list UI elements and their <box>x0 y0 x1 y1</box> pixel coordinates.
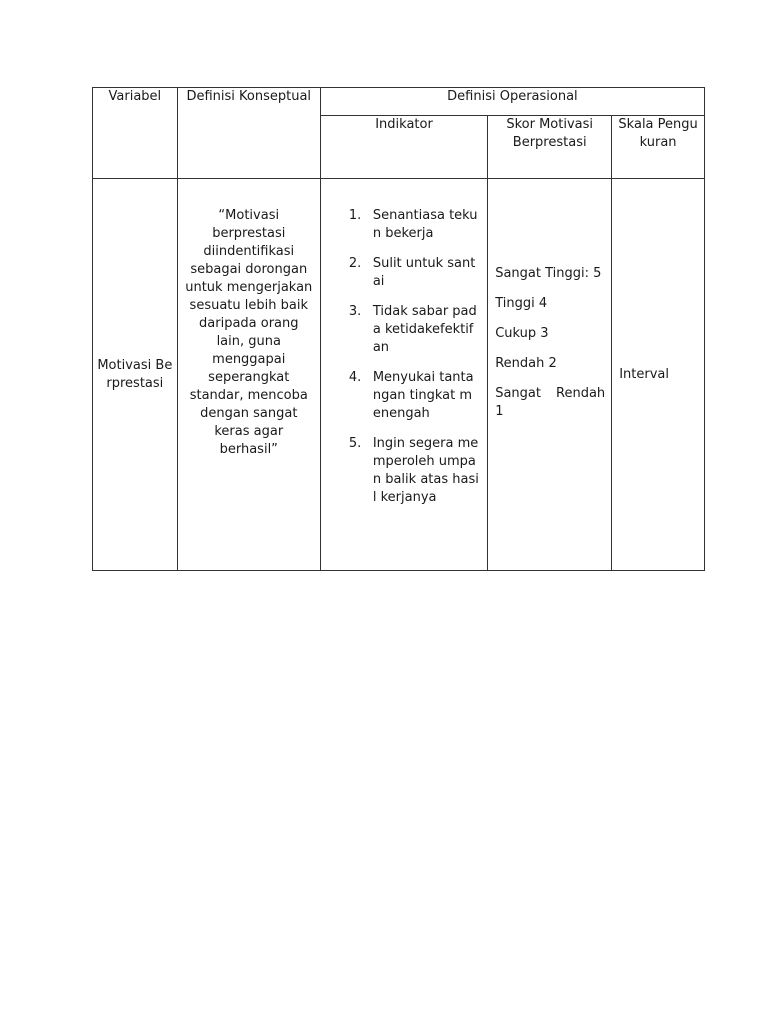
list-item <box>348 303 479 357</box>
list-item-text: Senantiasa tekun bekerja <box>372 208 478 241</box>
variabel-text: Motivasi Berprestasi <box>97 357 173 391</box>
header-skala-text: Skala Pengukuran <box>618 117 698 150</box>
list-item <box>348 255 479 291</box>
list-item-text: Menyukai tantangan tingkat menengah <box>372 370 474 421</box>
header-indikator-text: Indikator <box>375 117 433 132</box>
skor-item: Cukup 3 <box>495 326 549 341</box>
list-item <box>348 435 479 507</box>
skor-item: Tinggi 4 <box>495 296 548 311</box>
list-item-text: Tidak sabar pada ketidakefektifan <box>372 304 477 355</box>
header-definisi-konseptual-text: Definisi Konseptual <box>186 89 312 104</box>
list-number: 4. <box>348 370 362 385</box>
header-definisi-konseptual <box>177 88 320 179</box>
list-item-text: Sulit untuk santai <box>372 256 476 289</box>
operational-definition-table <box>92 87 705 571</box>
skala-text: Interval <box>619 366 669 382</box>
list-item <box>348 369 479 423</box>
cell-indikator <box>320 179 487 571</box>
cell-skala <box>612 179 705 571</box>
skor-item: Rendah 2 <box>495 356 557 371</box>
skor-item: Sangat Rendah 1 <box>495 386 606 419</box>
list-number: 1. <box>348 208 362 223</box>
header-skor-text: Skor Motivasi Berprestasi <box>506 117 594 150</box>
header-variabel-text: Variabel <box>108 89 162 104</box>
list-number: 3. <box>348 304 362 319</box>
header-definisi-operasional-text: Definisi Operasional <box>447 89 578 104</box>
header-indikator <box>320 116 487 179</box>
header-definisi-operasional <box>320 88 704 116</box>
list-number: 2. <box>348 256 362 271</box>
cell-skor <box>488 179 612 571</box>
header-skor <box>488 116 612 179</box>
list-number: 5. <box>348 436 362 451</box>
header-skala <box>612 116 705 179</box>
header-variabel <box>93 88 178 179</box>
definisi-konseptual-text: “Motivasi berprestasi diindentifikasi sebagai dorongan untuk mengerjakan sesuatu lebih baik daripada orang lain, guna menggapai seperangkat standar, mencoba dengan sangat keras agar berhasil” <box>185 208 313 457</box>
cell-definisi-konseptual <box>177 179 320 571</box>
cell-variabel <box>93 179 178 571</box>
list-item <box>348 207 479 243</box>
list-item-text: Ingin segera memperoleh umpan balik atas hasil kerjanya <box>372 436 479 505</box>
skor-item: Sangat Tinggi: 5 <box>495 266 602 281</box>
indikator-list <box>321 207 479 507</box>
